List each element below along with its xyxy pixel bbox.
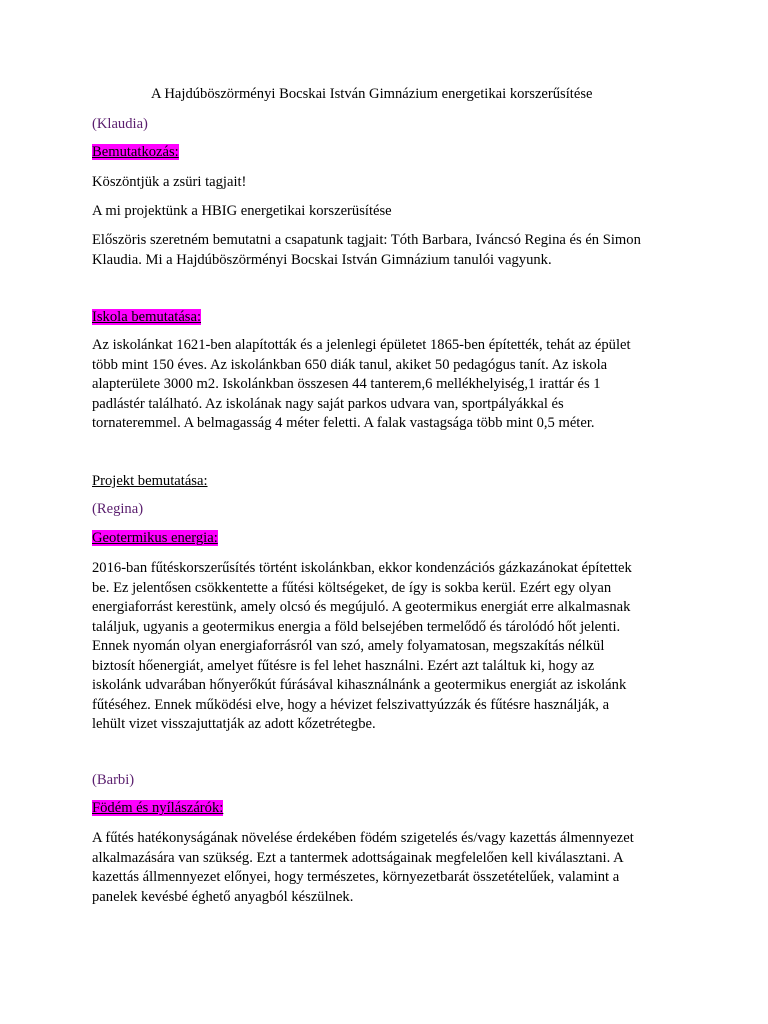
paragraph-line: Klaudia. Mi a Hajdúböszörményi Bocskai István Gimnázium tanulói vagyunk. xyxy=(92,251,552,268)
heading-iskola xyxy=(92,308,201,328)
paragraph-line: iskolánk udvarában hőnyerőkút fúrásával kihasználnánk a geotermikus energiát az iskolánk xyxy=(92,677,627,693)
document-title: A Hajdúböszörményi Bocskai István Gimnázium energetikai korszerűsítése xyxy=(151,86,593,102)
fodem-paragraph xyxy=(92,829,634,907)
paragraph-line: lehült vizet visszajuttatják az adott kőzetrétegbe. xyxy=(92,716,376,732)
paragraph-line: több mint 150 éves. Az iskolánkban 650 diák tanul, akiket 50 pedagógus tanít. Az iskola xyxy=(92,356,608,373)
paragraph-line: padlástér található. Az iskolának nagy saját parkos udvara van, sportpályákkal és xyxy=(92,395,564,412)
paragraph-line: 2016-ban fűtéskorszerűsítés történt iskolánkban, ekkor kondenzációs gázkazánokat építettek xyxy=(92,560,632,576)
paragraph-line: találjuk, ugyanis a geotermikus energia a föld belsejében termelődő és tárolódó hőt jelenti. xyxy=(92,618,621,635)
heading-projekt: Projekt bemutatása: xyxy=(92,473,208,489)
paragraph-line: alapterülete 3000 m2. Iskolánkban összesen 44 tanterem,6 mellékhelyiség,1 irattár és 1 xyxy=(92,376,601,392)
paragraph-line: be. Ez jelentősen csökkentette a fűtési költségeket, de így is sokba kerül. Ezért egy olyan xyxy=(92,579,612,596)
speaker-klaudia: (Klaudia) xyxy=(92,116,148,132)
school-paragraph xyxy=(92,336,631,434)
speaker-regina: (Regina) xyxy=(92,501,144,517)
paragraph-line: kazettás állmennyezet előnyei, hogy természetes, környezetbarát összetételűek, valamint a xyxy=(92,869,620,885)
paragraph-line: panelek kevésbé éghető anyagból készülnek. xyxy=(92,888,354,905)
heading-bemutatkozas-text: Bemutatkozás: xyxy=(92,144,179,160)
paragraph-line: biztosít hőenergiát, amelyet fűtésre is fel lehet használni. Ezért azt találtuk ki, hogy az xyxy=(92,657,595,674)
paragraph-line: fűtéséhez. Ennek működési elve, hogy a hévizet felszivattyúzzák és fűtésre használják, a xyxy=(92,696,610,713)
speaker-barbi: (Barbi) xyxy=(92,772,135,788)
paragraph-line: energiaforrást kerestünk, amely olcsó és megújuló. A geotermikus energiát erre alkalmasnak xyxy=(92,599,631,615)
heading-geotermikus xyxy=(92,529,218,549)
heading-fodem-text: Födém és nyílászárók: xyxy=(92,800,224,816)
heading-bemutatkozas xyxy=(92,143,179,163)
geothermal-paragraph xyxy=(92,559,632,735)
project-line: A mi projektünk a HBIG energetikai korszerüsítése xyxy=(92,203,392,219)
heading-iskola-text: Iskola bemutatása: xyxy=(92,309,202,325)
heading-geotermikus-text: Geotermikus energia: xyxy=(92,530,218,546)
paragraph-line: Ennek nyomán olyan energiaforrásról van szó, amely folyamatosan, megszakítás nélkül xyxy=(92,638,605,654)
paragraph-line: Az iskolánkat 1621-ben alapították és a jelenlegi épületet 1865-ben építették, tehát az épület xyxy=(92,337,631,353)
intro-paragraph xyxy=(92,231,641,270)
paragraph-line: alkalmazására van szükség. Ezt a tantermek adottságainak megfelelően kell kiválasztani. A xyxy=(92,849,624,866)
heading-fodem xyxy=(92,799,223,819)
greeting-line: Köszöntjük a zsüri tagjait! xyxy=(92,174,247,190)
paragraph-line: tornateremmel. A belmagasság 4 méter feletti. A falak vastagsága több mint 0,5 méter. xyxy=(92,415,595,431)
paragraph-line: Előszöris szeretném bemutatni a csapatunk tagjait: Tóth Barbara, Iváncsó Regina és én Simon xyxy=(92,232,641,248)
paragraph-line: A fűtés hatékonyságának növelése érdekében födém szigetelés és/vagy kazettás álmennyezet xyxy=(92,830,634,846)
